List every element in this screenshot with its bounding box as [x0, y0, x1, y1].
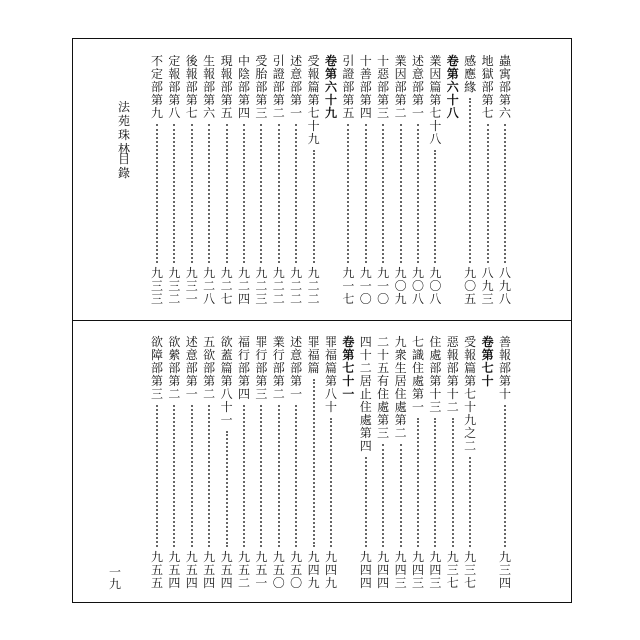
leader-dots — [191, 405, 195, 547]
toc-entry-page — [150, 267, 164, 306]
toc-title-text: 業因篇第七十八 — [429, 54, 442, 146]
toc-page-text: 九四九 — [307, 550, 320, 590]
toc-title-text: 述意部第一 — [290, 54, 303, 120]
leader-dots — [173, 124, 177, 263]
toc-entry-title — [498, 55, 512, 120]
toc-title-text: 卷第七十一 — [342, 335, 355, 401]
leader-dots — [487, 124, 491, 263]
toc-entry-page — [394, 267, 408, 306]
toc-entry-page — [376, 551, 390, 590]
toc-page-text: 九二七 — [220, 266, 233, 306]
toc-page-text: 九三一 — [185, 266, 198, 306]
toc-page-text: 九四四 — [359, 550, 372, 590]
toc-page-text: 九五二 — [237, 550, 250, 590]
toc-page-text: 九二二 — [307, 266, 320, 306]
toc-entry-title — [428, 55, 442, 146]
toc-entry-page — [359, 267, 373, 306]
toc-page-text: 九三三 — [150, 266, 163, 306]
leader-dots — [382, 444, 386, 547]
toc-page-text: 九三二 — [168, 266, 181, 306]
toc-entry-page — [428, 551, 442, 590]
leader-dots — [434, 418, 438, 547]
leader-dots — [156, 405, 160, 547]
toc-title-text: 十惡部第三 — [377, 54, 390, 120]
toc-entry-page — [237, 551, 251, 590]
leader-dots — [191, 124, 195, 263]
toc-title-text: 福行部第四 — [237, 335, 250, 401]
toc-title-text: 感應緣 — [464, 54, 477, 94]
toc-entry-title — [498, 336, 512, 401]
toc-title-text: 卷第七十 — [481, 335, 494, 388]
leader-dots — [365, 124, 369, 263]
leader-dots — [226, 124, 230, 263]
toc-entry-page — [202, 551, 216, 590]
leader-dots — [330, 418, 334, 547]
toc-title-text: 後報部第七 — [185, 54, 198, 120]
toc-entry-page — [185, 551, 199, 590]
toc-entry-title — [359, 55, 373, 120]
toc-entry-title — [202, 336, 216, 401]
toc-page-text: 九一〇 — [377, 266, 390, 306]
toc-title-text: 受胎部第三 — [255, 54, 268, 120]
toc-entry-title — [254, 336, 268, 401]
toc-entry-title — [289, 336, 303, 401]
toc-entry-page — [220, 267, 234, 306]
toc-entry-page — [341, 267, 355, 306]
leader-dots — [417, 418, 421, 547]
toc-entry-title — [341, 55, 355, 120]
toc-title-text: 卷第六十八 — [446, 54, 459, 120]
leader-dots — [208, 124, 212, 263]
toc-title-text: 引證部第二 — [272, 54, 285, 120]
toc-page-text: 九二二 — [290, 266, 303, 306]
toc-page-text: 九四三 — [394, 550, 407, 590]
toc-entry-page — [411, 551, 425, 590]
toc-entry-page — [428, 267, 442, 306]
toc-entry-page — [254, 267, 268, 306]
toc-entry-page — [167, 551, 181, 590]
leader-dots — [347, 124, 351, 263]
toc-title-text: 惡報部第十二 — [446, 335, 459, 414]
toc-title-text: 受報篇第七十九 — [307, 54, 320, 146]
toc-entry-page — [167, 267, 181, 306]
toc-page-text: 九四四 — [377, 550, 390, 590]
toc-entry-page — [272, 267, 286, 306]
toc-entry-page — [498, 267, 512, 306]
leader-dots — [365, 457, 369, 547]
volume-heading — [341, 336, 355, 401]
section-label: 目錄 — [117, 152, 130, 180]
toc-entry-title — [167, 336, 181, 401]
toc-entry-title — [463, 55, 477, 94]
toc-entry-title — [324, 336, 338, 414]
toc-entry-title — [237, 336, 251, 401]
leader-dots — [452, 418, 456, 547]
toc-entry-page — [150, 551, 164, 590]
toc-page-text: 九〇八 — [429, 266, 442, 306]
toc-title-text: 業因部第二 — [394, 54, 407, 120]
toc-page-text: 九五〇 — [272, 550, 285, 590]
toc-entry-page — [272, 551, 286, 590]
toc-page-text: 九五四 — [203, 550, 216, 590]
leader-dots — [243, 405, 247, 547]
toc-title-text: 十善部第四 — [359, 54, 372, 120]
toc-entry-page — [463, 551, 477, 590]
toc-entry-page — [307, 551, 321, 590]
toc-entry-title — [167, 55, 181, 120]
toc-entry-title — [185, 336, 199, 401]
leader-dots — [313, 379, 317, 547]
leader-dots — [156, 124, 160, 263]
toc-title-text: 地獄部第七 — [481, 54, 494, 120]
toc-entry-title — [481, 55, 495, 120]
toc-entry-page — [185, 267, 199, 306]
toc-title-text: 業行部第二 — [272, 335, 285, 401]
toc-entry-title — [237, 55, 251, 120]
volume-heading — [446, 55, 460, 120]
toc-entry-page — [289, 551, 303, 590]
leader-dots — [278, 405, 282, 547]
toc-page-text: 九三七 — [446, 550, 459, 590]
toc-entry-title — [376, 336, 390, 440]
toc-entry-title — [428, 336, 442, 414]
toc-page-text: 九〇八 — [411, 266, 424, 306]
toc-page-text: 九四三 — [411, 550, 424, 590]
leader-dots — [295, 405, 299, 547]
leader-dots — [400, 124, 404, 263]
leader-dots — [226, 431, 230, 547]
leader-dots — [295, 124, 299, 263]
toc-page-text: 九二八 — [203, 266, 216, 306]
toc-entry-title — [202, 55, 216, 120]
toc-entry-title — [307, 55, 321, 146]
toc-page-text: 九四九 — [324, 550, 337, 590]
book-title: 法苑珠林 — [117, 100, 130, 156]
toc-entry-page — [463, 267, 477, 306]
toc-entry-title — [272, 336, 286, 401]
leader-dots — [504, 405, 508, 547]
toc-title-text: 七識住處第一 — [411, 335, 424, 414]
leader-dots — [243, 124, 247, 263]
toc-entry-title — [394, 336, 408, 440]
toc-title-text: 罪福篇第八十 — [324, 335, 337, 414]
toc-page-text: 九〇九 — [394, 266, 407, 306]
toc-page-text: 九一〇 — [359, 266, 372, 306]
toc-entry-page — [307, 267, 321, 306]
toc-entry-title — [150, 55, 164, 120]
toc-entry-page — [498, 551, 512, 590]
toc-entry-page — [481, 267, 495, 306]
leader-dots — [208, 405, 212, 547]
toc-title-text: 欲縈部第二 — [168, 335, 181, 401]
toc-title-text: 蟲寓部第六 — [498, 54, 511, 120]
leader-dots — [417, 124, 421, 263]
toc-page-text: 九二四 — [237, 266, 250, 306]
leader-dots — [469, 457, 473, 547]
toc-entry-title — [446, 336, 460, 414]
toc-title-text: 九衆生居住處第二 — [394, 335, 407, 440]
toc-entry-title — [394, 55, 408, 120]
toc-title-text: 二十五有住處第三 — [377, 335, 390, 440]
toc-page-text: 九二三 — [255, 266, 268, 306]
leader-dots — [400, 444, 404, 547]
toc-entry-page — [324, 551, 338, 590]
toc-page-text: 八九八 — [498, 266, 511, 306]
toc-page-text: 九四三 — [429, 550, 442, 590]
leader-dots — [469, 98, 473, 263]
toc-title-text: 欲蓋篇第八十一 — [220, 335, 233, 427]
toc-title-text: 住處部第十三 — [429, 335, 442, 414]
toc-title-text: 卷第六十九 — [324, 54, 337, 120]
toc-page-text: 九一七 — [342, 266, 355, 306]
toc-page-text: 九五〇 — [290, 550, 303, 590]
leader-dots — [313, 150, 317, 263]
toc-page-text: 九三四 — [498, 550, 511, 590]
toc-title-text: 不定部第九 — [150, 54, 163, 120]
toc-entry-title — [220, 336, 234, 427]
toc-entry-page — [359, 551, 373, 590]
toc-entry-title — [359, 336, 373, 453]
volume-heading — [324, 55, 338, 120]
leader-dots — [504, 124, 508, 263]
toc-title-text: 述意部第一 — [185, 335, 198, 401]
toc-page-text: 八九三 — [481, 266, 494, 306]
toc-entry-title — [150, 336, 164, 401]
toc-entry-title — [220, 55, 234, 120]
toc-page-text: 九〇五 — [464, 266, 477, 306]
page-number: 一九 — [108, 565, 121, 591]
toc-title-text: 述意部第一 — [290, 335, 303, 401]
toc-title-text: 罪行部第三 — [255, 335, 268, 401]
toc-page-text: 九五四 — [220, 550, 233, 590]
toc-title-text: 引證部第五 — [342, 54, 355, 120]
toc-title-text: 受報篇第七十九之二 — [464, 335, 477, 453]
toc-entry-title — [272, 55, 286, 120]
toc-entry-title — [289, 55, 303, 120]
toc-entry-page — [237, 267, 251, 306]
toc-entry-title — [411, 336, 425, 414]
toc-page-text: 九三七 — [464, 550, 477, 590]
toc-title-text: 中陰部第四 — [237, 54, 250, 120]
toc-title-text: 罪福篇 — [307, 335, 320, 375]
toc-entry-page — [376, 267, 390, 306]
toc-entry-title — [463, 336, 477, 453]
toc-entry-page — [411, 267, 425, 306]
toc-entry-page — [220, 551, 234, 590]
toc-entry-page — [254, 551, 268, 590]
toc-page-text: 九二二 — [272, 266, 285, 306]
leader-dots — [382, 124, 386, 263]
toc-entry-title — [254, 55, 268, 120]
leader-dots — [173, 405, 177, 547]
toc-title-text: 生報部第六 — [203, 54, 216, 120]
toc-title-text: 現報部第五 — [220, 54, 233, 120]
toc-title-text: 四十二居止住處第四 — [359, 335, 372, 453]
toc-title-text: 定報部第八 — [168, 54, 181, 120]
toc-page-text: 九五四 — [168, 550, 181, 590]
toc-title-text: 欲障部第三 — [150, 335, 163, 401]
leader-dots — [434, 150, 438, 263]
toc-page-text: 九五一 — [255, 550, 268, 590]
leader-dots — [260, 124, 264, 263]
toc-entry-title — [185, 55, 199, 120]
toc-title-text: 五欲部第二 — [203, 335, 216, 401]
toc-entry-title — [376, 55, 390, 120]
toc-entry-page — [289, 267, 303, 306]
toc-entry-page — [446, 551, 460, 590]
toc-page-text: 九五五 — [150, 550, 163, 590]
toc-title-text: 善報部第十 — [498, 335, 511, 401]
toc-entry-title — [307, 336, 321, 375]
toc-title-text: 述意部第一 — [411, 54, 424, 120]
leader-dots — [278, 124, 282, 263]
toc-entry-title — [411, 55, 425, 120]
leader-dots — [260, 405, 264, 547]
toc-entry-page — [394, 551, 408, 590]
toc-entry-page — [202, 267, 216, 306]
volume-heading — [481, 336, 495, 388]
half-divider — [72, 320, 572, 321]
toc-page-text: 九五四 — [185, 550, 198, 590]
